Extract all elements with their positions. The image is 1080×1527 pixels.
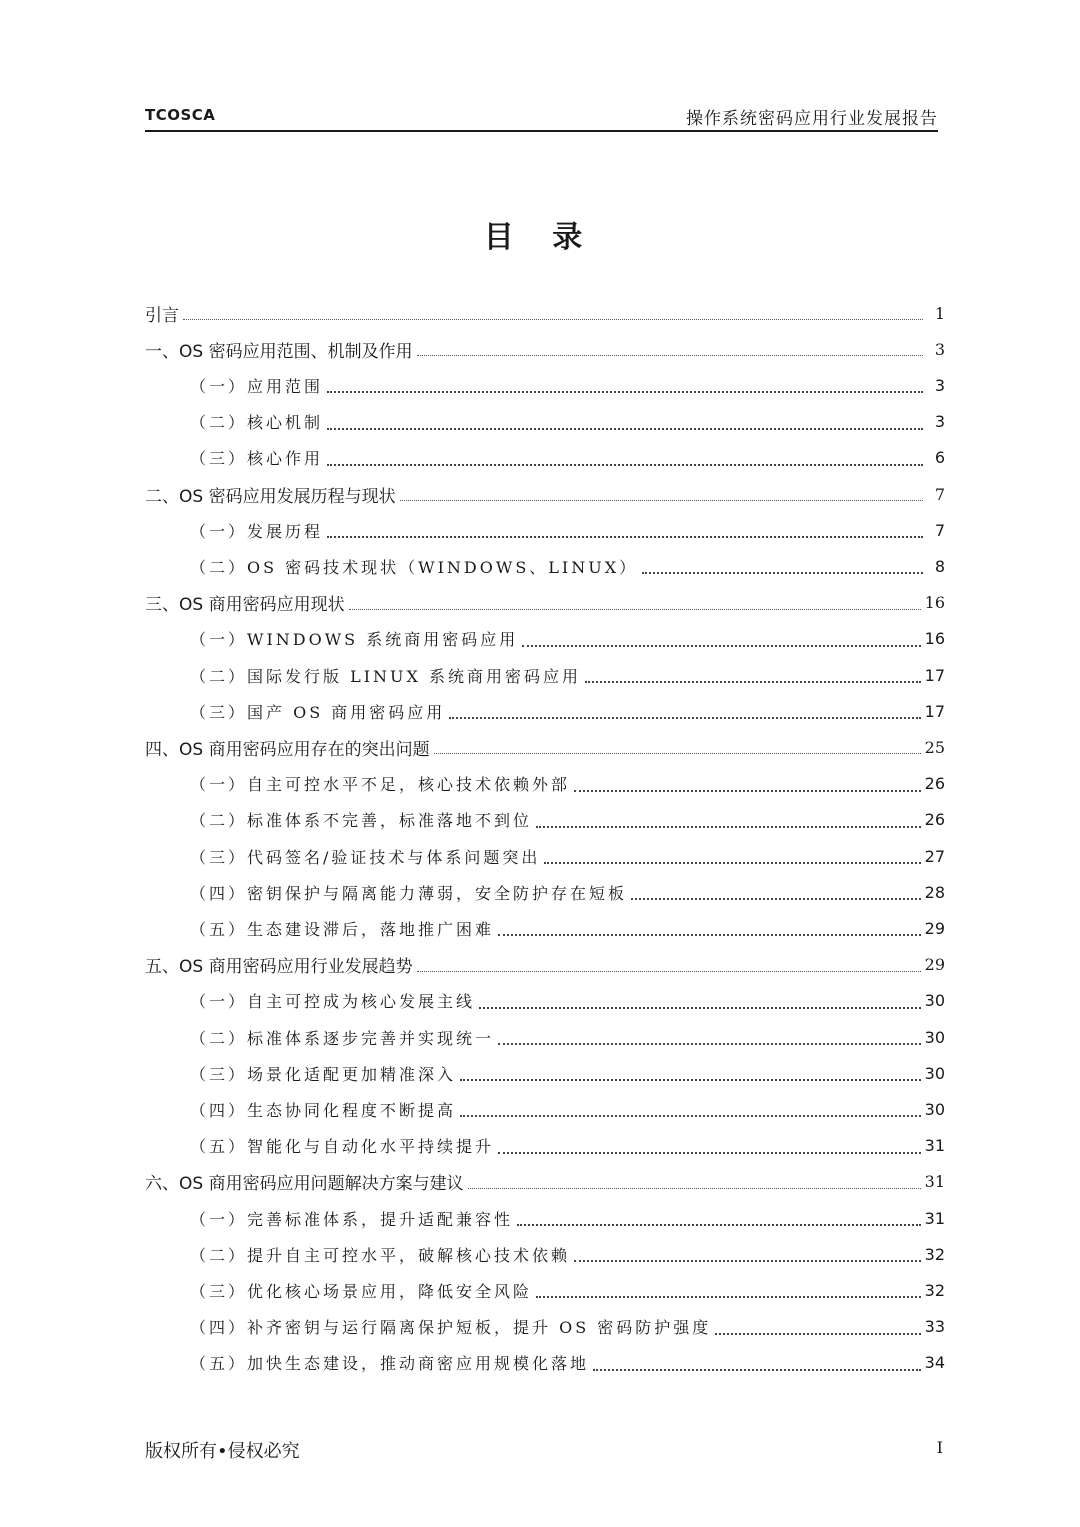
toc-entry-page: 8	[934, 556, 945, 576]
toc-entry-label: （二）标准体系逐步完善并实现统一	[190, 1028, 495, 1048]
toc-section-entry[interactable]	[145, 1131, 945, 1161]
toc-chapter-entry[interactable]	[145, 588, 945, 618]
toc-entry-page: 31	[924, 1136, 945, 1156]
toc-section-entry[interactable]	[145, 913, 945, 943]
toc-entry-label: （一）应用范围	[190, 376, 324, 396]
toc-leader-dots	[544, 861, 920, 864]
toc-entry-label: （四）密钥保护与隔离能力薄弱，安全防护存在短板	[190, 883, 628, 903]
toc-section-entry[interactable]	[145, 1312, 945, 1342]
toc-section-entry[interactable]	[145, 1094, 945, 1124]
toc-entry-label: （一）发展历程	[190, 521, 324, 541]
toc-leader-dots	[434, 752, 921, 754]
toc-entry-page: 31	[924, 1208, 945, 1228]
toc-section-entry[interactable]	[145, 805, 945, 835]
toc-leader-dots	[417, 970, 921, 972]
toc-entry-label: （五）加快生态建设，推动商密应用规模化落地	[190, 1354, 590, 1374]
toc-leader-dots	[479, 1006, 921, 1009]
toc-leader-dots	[327, 463, 923, 466]
toc-entry-label: （五）生态建设滞后，落地推广困难	[190, 919, 495, 939]
toc-entry-page: 32	[924, 1280, 945, 1300]
toc-entry-page: 27	[924, 846, 945, 866]
toc-entry-page: 33	[924, 1317, 945, 1337]
toc-entry-label: （四）补齐密钥与运行隔离保护短板，提升 OS 密码防护强度	[190, 1318, 712, 1338]
toc-leader-dots	[536, 1295, 921, 1298]
toc-section-entry[interactable]	[145, 1203, 945, 1233]
toc-entry-label: 二、OS 密码应用发展历程与现状	[145, 486, 396, 507]
toc-entry-page: 26	[924, 774, 945, 794]
toc-entry-page: 26	[924, 810, 945, 830]
toc-leader-dots	[417, 354, 923, 356]
toc-leader-dots	[460, 1078, 921, 1081]
toc-section-entry[interactable]	[145, 1348, 945, 1378]
toc-entry-label: （二）核心机制	[190, 413, 324, 433]
toc-entry-page: 3	[934, 339, 945, 359]
toc-section-entry[interactable]	[145, 1058, 945, 1088]
toc-section-entry[interactable]	[145, 1239, 945, 1269]
toc-leader-dots	[631, 897, 921, 900]
toc-entry-label: （三）国产 OS 商用密码应用	[190, 702, 446, 722]
toc-entry-page: 34	[924, 1353, 945, 1373]
toc-entry-page: 17	[924, 701, 945, 721]
toc-entry-label: （一）WINDOWS 系统商用密码应用	[190, 630, 519, 650]
toc-entry-label: 五、OS 商用密码应用行业发展趋势	[145, 957, 413, 978]
toc-section-entry[interactable]	[145, 443, 945, 473]
toc-entry-page: 3	[934, 412, 945, 432]
toc-chapter-entry[interactable]	[145, 1167, 945, 1197]
toc-entry-label: （二）国际发行版 LINUX 系统商用密码应用	[190, 666, 581, 686]
toc-leader-dots	[585, 680, 921, 683]
toc-entry-page: 16	[924, 629, 945, 649]
toc-leader-dots	[183, 318, 923, 320]
toc-leader-dots	[517, 1223, 921, 1226]
toc-entry-page: 32	[924, 1244, 945, 1264]
toc-section-entry[interactable]	[145, 370, 945, 400]
toc-entry-page: 7	[934, 520, 945, 540]
toc-section-entry[interactable]	[145, 407, 945, 437]
toc-entry-label: 六、OS 商用密码应用问题解决方案与建议	[145, 1174, 464, 1195]
toc-entry-page: 30	[924, 1063, 945, 1083]
toc-leader-dots	[574, 789, 921, 792]
toc-section-entry[interactable]	[145, 696, 945, 726]
toc-section-entry[interactable]	[145, 986, 945, 1016]
toc-entry-page: 29	[924, 955, 945, 975]
toc-entry-page: 30	[924, 1027, 945, 1047]
toc-entry-label: （一）自主可控水平不足，核心技术依赖外部	[190, 775, 571, 795]
toc-chapter-entry[interactable]	[145, 950, 945, 980]
toc-leader-dots	[715, 1332, 920, 1335]
toc-chapter-entry[interactable]	[145, 298, 945, 328]
toc-section-entry[interactable]	[145, 515, 945, 545]
toc-entry-page: 25	[924, 737, 945, 757]
toc-section-entry[interactable]	[145, 660, 945, 690]
toc-leader-dots	[536, 825, 921, 828]
toc-leader-dots	[460, 1114, 921, 1117]
toc-entry-label: （三）核心作用	[190, 449, 324, 469]
toc-leader-dots	[468, 1187, 921, 1189]
toc-entry-label: 一、OS 密码应用范围、机制及作用	[145, 341, 413, 362]
toc-leader-dots	[574, 1259, 921, 1262]
toc-leader-dots	[327, 427, 923, 430]
toc-entry-label: （一）完善标准体系，提升适配兼容性	[190, 1209, 514, 1229]
toc-entry-label: （四）生态协同化程度不断提高	[190, 1100, 457, 1120]
toc-entry-page: 3	[934, 375, 945, 395]
toc-entry-page: 30	[924, 1099, 945, 1119]
toc-leader-dots	[349, 608, 921, 610]
toc-entry-label: （三）优化核心场景应用，降低安全风险	[190, 1281, 533, 1301]
footer-page-number: I	[936, 1438, 943, 1457]
toc-leader-dots	[642, 571, 923, 574]
toc-leader-dots	[400, 499, 923, 501]
toc-section-entry[interactable]	[145, 769, 945, 799]
page-title: 目 录	[483, 220, 597, 255]
toc-leader-dots	[593, 1368, 921, 1371]
toc-entry-page: 16	[924, 593, 945, 613]
toc-entry-label: 四、OS 商用密码应用存在的突出问题	[145, 739, 430, 760]
toc-section-entry[interactable]	[145, 624, 945, 654]
toc-entry-page: 31	[924, 1172, 945, 1192]
toc-entry-label: （三）场景化适配更加精准深入	[190, 1064, 457, 1084]
toc-entry-page: 28	[924, 882, 945, 902]
toc-entry-page: 17	[924, 665, 945, 685]
toc-leader-dots	[498, 1151, 921, 1154]
toc-leader-dots	[327, 535, 923, 538]
toc-chapter-entry[interactable]	[145, 732, 945, 762]
toc-entry-label: 引言	[145, 305, 179, 326]
toc-leader-dots	[522, 644, 920, 647]
toc-entry-label: 三、OS 商用密码应用现状	[145, 595, 345, 616]
toc-entry-page: 7	[934, 484, 945, 504]
toc-leader-dots	[498, 1042, 921, 1045]
toc-entry-page: 30	[924, 991, 945, 1011]
toc-section-entry[interactable]	[145, 551, 945, 581]
footer-copyright: 版权所有•侵权必究	[145, 1441, 300, 1462]
page-header	[145, 104, 938, 132]
toc-entry-label: （一）自主可控成为核心发展主线	[190, 992, 476, 1012]
toc-section-entry[interactable]	[145, 841, 945, 871]
toc-leader-dots	[327, 390, 923, 393]
toc-section-entry[interactable]	[145, 877, 945, 907]
header-org: TCOSCA	[145, 106, 216, 124]
toc-chapter-entry[interactable]	[145, 334, 945, 364]
toc-leader-dots	[449, 716, 920, 719]
toc-entry-page: 29	[924, 918, 945, 938]
toc-leader-dots	[498, 933, 921, 936]
toc-entry-label: （五）智能化与自动化水平持续提升	[190, 1137, 495, 1157]
header-report-title: 操作系统密码应用行业发展报告	[686, 109, 938, 129]
toc-section-entry[interactable]	[145, 1275, 945, 1305]
toc-chapter-entry[interactable]	[145, 479, 945, 509]
toc-entry-label: （三）代码签名/验证技术与体系问题突出	[190, 847, 541, 867]
toc-section-entry[interactable]	[145, 1022, 945, 1052]
toc-entry-page: 6	[934, 448, 945, 468]
toc-entry-label: （二）OS 密码技术现状（WINDOWS、LINUX）	[190, 557, 639, 577]
toc-entry-label: （二）提升自主可控水平，破解核心技术依赖	[190, 1245, 571, 1265]
toc-entry-page: 1	[934, 303, 945, 323]
toc-entry-label: （二）标准体系不完善，标准落地不到位	[190, 811, 533, 831]
